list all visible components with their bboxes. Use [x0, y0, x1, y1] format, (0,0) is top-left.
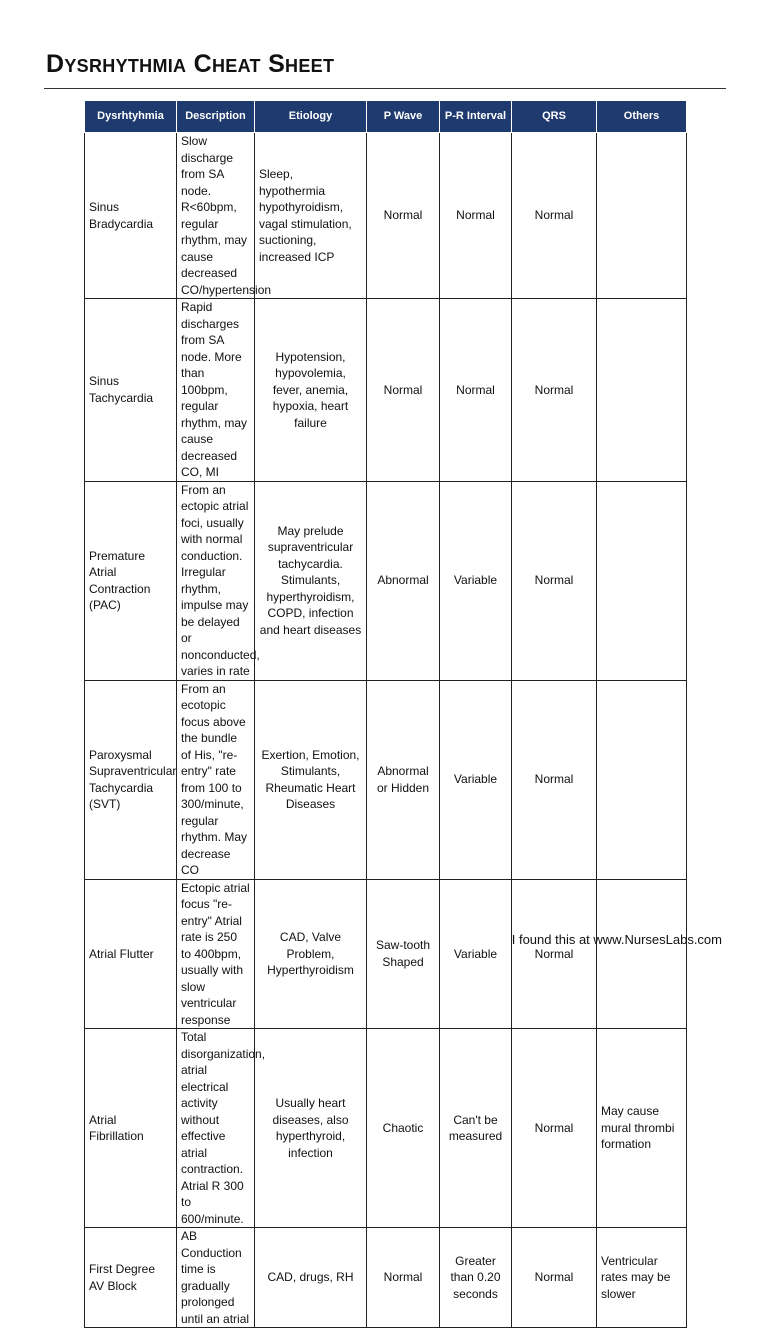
row-description: AB Conduction time is gradually prolonged until an atrial	[177, 1228, 255, 1328]
row-description: Total disorganization, atrial electrical activity without effective atrial contraction. Atrial R 300 to 600/minute.	[177, 1029, 255, 1228]
row-qrs: Normal	[512, 879, 597, 1029]
row-description: From an ecotopic focus above the bundle of His, "re-entry" rate from 100 to 300/minute, regular rhythm. May decrease CO	[177, 680, 255, 879]
header-description: Description	[177, 101, 255, 133]
row-p-wave: Abnormal or Hidden	[367, 680, 440, 879]
row-others	[597, 299, 687, 482]
table-row	[85, 680, 687, 879]
header-etiology: Etiology	[255, 101, 367, 133]
row-etiology: Hypotension, hypovolemia, fever, anemia, hypoxia, heart failure	[255, 299, 367, 482]
row-qrs: Normal	[512, 1228, 597, 1328]
row-pr-interval: Normal	[440, 133, 512, 299]
row-description: Ectopic atrial focus "re-entry" Atrial rate is 250 to 400bpm, usually with slow ventricular response	[177, 879, 255, 1029]
row-pr-interval: Normal	[440, 299, 512, 482]
row-pr-interval: Greater than 0.20 seconds	[440, 1228, 512, 1328]
row-p-wave: Saw-tooth Shaped	[367, 879, 440, 1029]
row-p-wave: Abnormal	[367, 481, 440, 680]
table-header-row	[85, 101, 687, 133]
row-etiology: Exertion, Emotion, Stimulants, Rheumatic Heart Diseases	[255, 680, 367, 879]
header-dysrhythmia: Dysrhtyhmia	[85, 101, 177, 133]
table-row	[85, 879, 687, 1029]
row-name: First Degree AV Block	[85, 1228, 177, 1328]
row-p-wave: Normal	[367, 133, 440, 299]
row-name: Premature Atrial Contraction (PAC)	[85, 481, 177, 680]
row-etiology: CAD, drugs, RH	[255, 1228, 367, 1328]
row-p-wave: Normal	[367, 299, 440, 482]
row-pr-interval: Can't be measured	[440, 1029, 512, 1228]
row-name: Paroxysmal Supraventricular Tachycardia (SVT)	[85, 680, 177, 879]
row-description: From an ectopic atrial foci, usually with normal conduction. Irregular rhythm, impulse may be delayed or nonconducted, varies in rate	[177, 481, 255, 680]
row-pr-interval: Variable	[440, 680, 512, 879]
row-name: Sinus Tachycardia	[85, 299, 177, 482]
table-row	[85, 133, 687, 299]
header-qrs: QRS	[512, 101, 597, 133]
row-description: Slow discharge from SA node. R<60bpm, regular rhythm, may cause decreased CO/hypertension	[177, 133, 255, 299]
row-qrs: Normal	[512, 299, 597, 482]
row-name: Atrial Flutter	[85, 879, 177, 1029]
table-row	[85, 299, 687, 482]
row-etiology: May prelude supraventricular tachycardia. Stimulants, hyperthyroidism, COPD, infection and heart diseases	[255, 481, 367, 680]
row-etiology: Usually heart diseases, also hyperthyroid, infection	[255, 1029, 367, 1228]
row-description: Rapid discharges from SA node. More than 100bpm, regular rhythm, may cause decreased CO, MI	[177, 299, 255, 482]
row-others	[597, 481, 687, 680]
row-pr-interval: Variable	[440, 481, 512, 680]
row-others: Ventricular rates may be slower	[597, 1228, 687, 1328]
row-p-wave: Chaotic	[367, 1029, 440, 1228]
row-qrs: Normal	[512, 680, 597, 879]
header-others: Others	[597, 101, 687, 133]
row-p-wave: Normal	[367, 1228, 440, 1328]
row-name: Atrial Fibrillation	[85, 1029, 177, 1228]
dysrhythmia-table	[84, 101, 687, 1328]
header-p-wave: P Wave	[367, 101, 440, 133]
table-row	[85, 1029, 687, 1228]
row-others	[597, 133, 687, 299]
row-others: May cause mural thrombi formation	[597, 1029, 687, 1228]
header-pr-interval: P-R Interval	[440, 101, 512, 133]
row-etiology: Sleep, hypothermia hypothyroidism, vagal stimulation, suctioning, increased ICP	[255, 133, 367, 299]
row-name: Sinus Bradycardia	[85, 133, 177, 299]
page-title: Dysrhythmia Cheat Sheet	[46, 50, 335, 78]
row-pr-interval: Variable	[440, 879, 512, 1029]
row-qrs: Normal	[512, 481, 597, 680]
row-etiology: CAD, Valve Problem, Hyperthyroidism	[255, 879, 367, 1029]
row-others	[597, 680, 687, 879]
row-others	[597, 879, 687, 1029]
title-divider	[44, 88, 726, 89]
source-footer: I found this at www.NursesLabs.com	[511, 932, 722, 947]
table-row	[85, 481, 687, 680]
table-row	[85, 1228, 687, 1328]
row-qrs: Normal	[512, 1029, 597, 1228]
row-qrs: Normal	[512, 133, 597, 299]
